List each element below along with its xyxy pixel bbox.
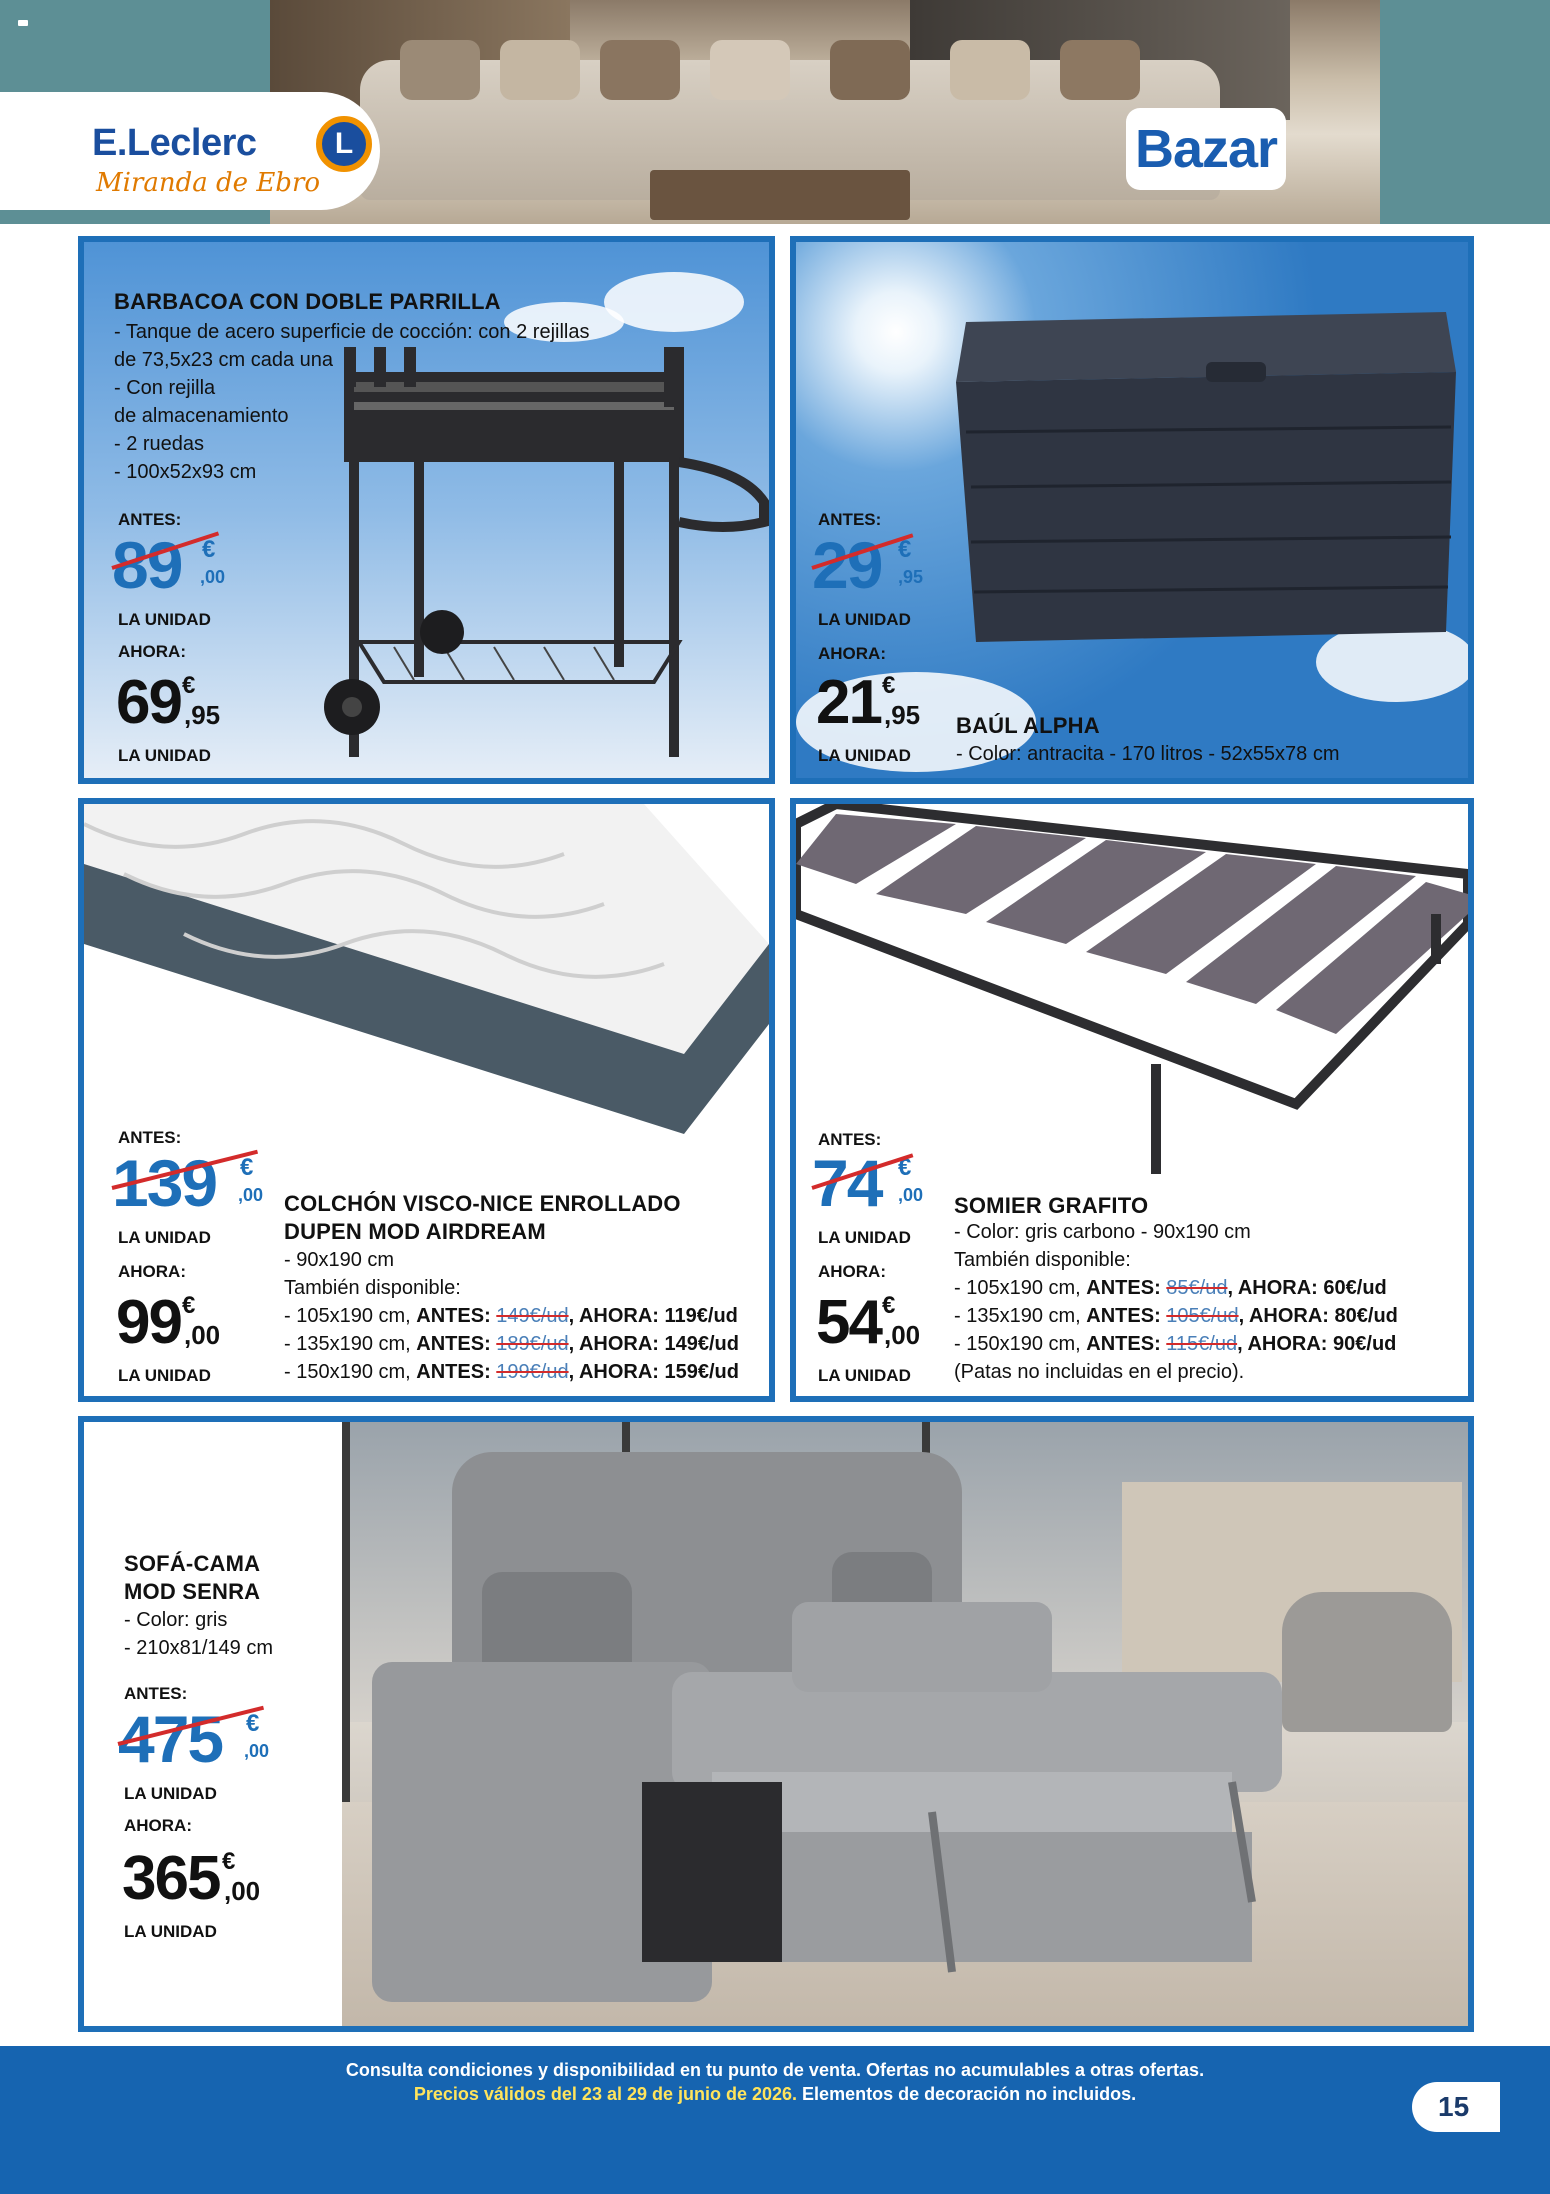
product-description: - 90x190 cm También disponible: - 105x190 cm, ANTES: 149€/ud, AHORA: 119€/ud - 135x190 cm, ANTES: 189€/ud, AHORA: 149€/ud - 150x190 cm, ANTES: 199€/ud, AHORA: 159€/ud [284, 1246, 739, 1386]
ahora-label: AHORA: [118, 642, 186, 661]
sofa-bed-image [342, 1422, 1468, 2026]
unit-label: LA UNIDAD [124, 1784, 217, 1803]
variant-line: - 135x190 cm, ANTES: 105€/ud, AHORA: 80€/ud [954, 1305, 1398, 1327]
footer-validity: Precios válidos del 23 al 29 de junio de 2026. Elementos de decoración no incluidos. [413, 2084, 1137, 2104]
storage-box-image [946, 302, 1466, 662]
product-description: - Color: antracita - 170 litros - 52x55x78 cm [956, 743, 1340, 765]
ahora-label: AHORA: [818, 1262, 886, 1281]
product-title: COLCHÓN VISCO-NICE ENROLLADO DUPEN MOD AIRDREAM [284, 1191, 681, 1244]
old-price: 139 € ,00 [112, 1146, 264, 1220]
variant-line: - 105x190 cm, ANTES: 85€/ud, AHORA: 60€/ud [954, 1277, 1387, 1299]
product-description: - Tanque de acero superficie de cocción: con 2 rejillas de 73,5x23 cm cada una - Con rejilla de almacenamiento - 2 ruedas - 100x52x93 cm [114, 321, 590, 483]
antes-label: ANTES: [124, 1684, 188, 1703]
brand-logo-icon: L [316, 116, 372, 172]
page-number: 15 [1412, 2082, 1500, 2132]
variant-line: - 150x190 cm, ANTES: 199€/ud, AHORA: 159€/ud [284, 1361, 739, 1383]
unit-label: LA UNIDAD [818, 610, 911, 629]
ahora-label: AHORA: [124, 1816, 192, 1835]
product-card-baul[interactable] [790, 236, 1474, 784]
product-card-somier[interactable] [790, 798, 1474, 1402]
new-price: 69 € ,95 [116, 668, 221, 737]
variant-line: - 135x190 cm, ANTES: 189€/ud, AHORA: 149€/ud [284, 1333, 739, 1355]
unit-label: LA UNIDAD [118, 746, 211, 765]
old-price: 89 € ,00 [112, 528, 226, 602]
product-card-sofa-cama[interactable] [78, 1416, 1474, 2032]
unit-label: LA UNIDAD [818, 1228, 911, 1247]
brand-name: E.Leclerc [92, 122, 257, 164]
product-card-barbacoa[interactable] [78, 236, 775, 784]
product-title: BARBACOA CON DOBLE PARRILLA [114, 289, 501, 314]
store-name: Miranda de Ebro [96, 168, 321, 198]
old-price: 475 € ,00 [118, 1702, 270, 1776]
antes-label: ANTES: [818, 510, 882, 529]
unit-label: LA UNIDAD [124, 1922, 217, 1941]
unit-label: LA UNIDAD [118, 1366, 211, 1385]
section-title: Bazar [1126, 108, 1286, 190]
mattress-image [84, 804, 769, 1134]
footer-conditions: Consulta condiciones y disponibilidad en tu punto de venta. Ofertas no acumulables a otras ofertas. [345, 2060, 1205, 2080]
ahora-label: AHORA: [118, 1262, 186, 1281]
product-description: - Color: gris carbono - 90x190 cm También disponible: - 105x190 cm, ANTES: 85€/ud, AHORA: 60€/ud - 135x190 cm, ANTES: 105€/ud, AHORA: 80€/ud - 150x190 cm, ANTES: 115€/ud, AHORA: 90€/ud (Patas no incluidas en el precio). [954, 1221, 1398, 1383]
product-card-colchon[interactable] [78, 798, 775, 1402]
variant-line: - 105x190 cm, ANTES: 149€/ud, AHORA: 119€/ud [284, 1305, 738, 1327]
antes-label: ANTES: [118, 510, 182, 529]
unit-label: LA UNIDAD [118, 1228, 211, 1247]
new-price: 54 € ,00 [816, 1288, 921, 1357]
new-price: 365 € ,00 [122, 1844, 261, 1913]
unit-label: LA UNIDAD [818, 746, 911, 765]
bed-base-image [796, 804, 1468, 1184]
old-price: 74 € ,00 [812, 1146, 924, 1220]
product-description: - Color: gris - 210x81/149 cm [124, 1609, 273, 1659]
product-title: SOFÁ-CAMA MOD SENRA [124, 1551, 261, 1604]
new-price: 21 € ,95 [816, 668, 921, 737]
antes-label: ANTES: [818, 1130, 882, 1149]
ahora-label: AHORA: [818, 644, 886, 663]
unit-label: LA UNIDAD [818, 1366, 911, 1385]
variant-line: - 150x190 cm, ANTES: 115€/ud, AHORA: 90€/ud [954, 1333, 1397, 1355]
antes-label: ANTES: [118, 1128, 182, 1147]
old-price: 29 € ,95 [812, 528, 924, 602]
new-price: 99 € ,00 [116, 1288, 221, 1357]
menu-icon[interactable] [18, 20, 28, 26]
product-title: BAÚL ALPHA [956, 713, 1100, 738]
unit-label: LA UNIDAD [118, 610, 211, 629]
product-title: SOMIER GRAFITO [954, 1193, 1149, 1218]
